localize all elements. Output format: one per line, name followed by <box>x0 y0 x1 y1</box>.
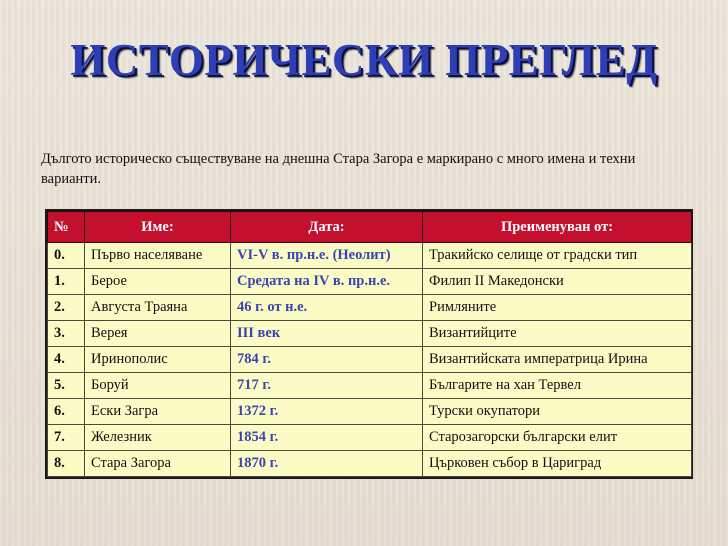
header-date: Дата: <box>231 212 423 243</box>
table-row <box>48 425 692 451</box>
cell-date: 46 г. от н.е. <box>231 295 423 321</box>
table-row <box>48 269 692 295</box>
table-row <box>48 295 692 321</box>
cell-number: 8. <box>48 451 85 477</box>
cell-date: 784 г. <box>231 347 423 373</box>
cell-name: Ески Загра <box>85 399 231 425</box>
cell-name: Стара Загора <box>85 451 231 477</box>
cell-number: 1. <box>48 269 85 295</box>
cell-renamed-by: Старозагорски български елит <box>423 425 692 451</box>
table-row <box>48 321 692 347</box>
table-row <box>48 373 692 399</box>
cell-number: 5. <box>48 373 85 399</box>
table-row <box>48 399 692 425</box>
header-renamed-by: Преименуван от: <box>423 212 692 243</box>
cell-date: 1854 г. <box>231 425 423 451</box>
cell-name: Августа Траяна <box>85 295 231 321</box>
cell-name: Иринополис <box>85 347 231 373</box>
slide-title: ИСТОРИЧЕСКИ ПРЕГЛЕД <box>70 35 658 85</box>
cell-number: 6. <box>48 399 85 425</box>
cell-name: Първо населяване <box>85 243 231 269</box>
table-row <box>48 451 692 477</box>
history-table <box>47 211 692 477</box>
cell-renamed-by: Турски окупатори <box>423 399 692 425</box>
cell-date: 1870 г. <box>231 451 423 477</box>
cell-name: Верея <box>85 321 231 347</box>
cell-date: Средата на IV в. пр.н.е. <box>231 269 423 295</box>
table-row <box>48 347 692 373</box>
cell-number: 3. <box>48 321 85 347</box>
cell-renamed-by: Римляните <box>423 295 692 321</box>
cell-name: Железник <box>85 425 231 451</box>
cell-date: 717 г. <box>231 373 423 399</box>
cell-renamed-by: Българите на хан Тервел <box>423 373 692 399</box>
cell-renamed-by: Византийската императрица Ирина <box>423 347 692 373</box>
cell-renamed-by: Църковен събор в Цариград <box>423 451 692 477</box>
cell-date: VI-V в. пр.н.е. (Неолит) <box>231 243 423 269</box>
cell-number: 2. <box>48 295 85 321</box>
cell-renamed-by: Филип II Македонски <box>423 269 692 295</box>
history-table-container <box>45 209 693 479</box>
intro-text: Дългото историческо съществуване на днешна Стара Загора е маркирано с много имена и техни варианти. <box>41 151 636 187</box>
cell-number: 7. <box>48 425 85 451</box>
cell-date: III век <box>231 321 423 347</box>
cell-number: 4. <box>48 347 85 373</box>
header-number: № <box>48 212 85 243</box>
table-row <box>48 243 692 269</box>
cell-date: 1372 г. <box>231 399 423 425</box>
cell-renamed-by: Византийците <box>423 321 692 347</box>
cell-renamed-by: Тракийско селище от градски тип <box>423 243 692 269</box>
table-body <box>48 243 692 477</box>
header-name: Име: <box>85 212 231 243</box>
cell-name: Боруй <box>85 373 231 399</box>
table-header-row <box>48 212 692 243</box>
cell-number: 0. <box>48 243 85 269</box>
cell-name: Берое <box>85 269 231 295</box>
